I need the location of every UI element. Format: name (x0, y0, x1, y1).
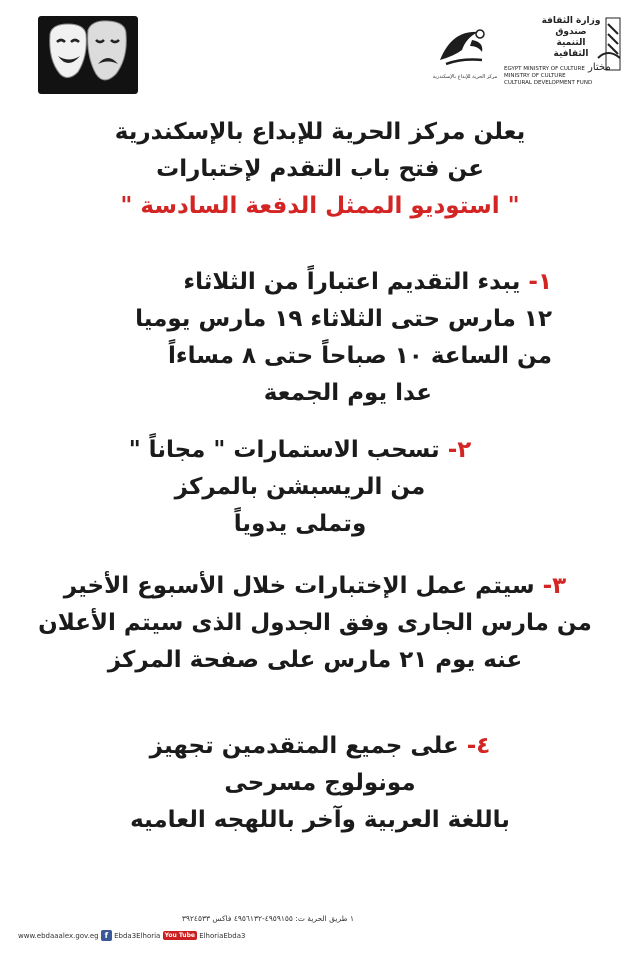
item-3-text-1: سيتم عمل الإختبارات خلال الأسبوع الأخير (63, 573, 535, 599)
youtube-icon: You Tube (164, 932, 195, 939)
item-1-line-4: عدا يوم الجمعة (263, 380, 432, 406)
facebook-link[interactable]: Ebda3Elhoria (114, 931, 161, 940)
ministry-emblem-icon (432, 20, 492, 76)
item-2-line-3: وتملى يدوياً (233, 511, 367, 537)
item-3-line-2: من مارس الجارى وفق الجدول الذى سيتم الأعلان (38, 610, 592, 636)
ministry-caption-ar: مركز الحرية للإبداع بالإسكندرية (432, 74, 498, 80)
item-3-line-3: عنه يوم ٢١ مارس على صفحة المركز (107, 647, 523, 673)
ministry-caption (430, 74, 500, 80)
intro-title-highlight: " استوديو الممثل الدفعة السادسة " (120, 193, 520, 219)
item-4-line-2: مونولوج مسرحى (224, 770, 416, 796)
announcement-intro (0, 114, 640, 225)
item-4-line-1 (40, 728, 600, 765)
fund-ministry-english: EGYPT MINISTRY OF CULTURE (504, 66, 585, 72)
item-1-line-3: من الساعة ١٠ صباحاً حتى ٨ مساءاً (168, 343, 552, 369)
announcement-item-2 (80, 432, 520, 543)
announcement-item-4 (40, 728, 600, 839)
announcement-item-3 (10, 568, 620, 679)
item-3-number: ٣- (542, 573, 567, 599)
item-1-number: ١- (528, 269, 552, 295)
item-4-line-3: باللغة العربية وآخر باللهجه العاميه (130, 807, 510, 833)
item-1-line-1 (32, 264, 552, 301)
item-4-text-1: على جميع المتقدمين تجهيز (149, 733, 459, 759)
theatre-masks-logo (38, 16, 138, 94)
item-2-line-2: من الريسبشن بالمركز (174, 474, 426, 500)
fund-name-en: CULTURAL DEVELOPMENT FUND (504, 80, 593, 86)
ministry-caption-english: MINISTRY OF CULTURE (504, 73, 566, 79)
item-2-number: ٢- (447, 437, 472, 463)
item-1-text-1: يبدء التقديم اعتباراً من الثلاثاء (183, 269, 521, 295)
item-2-line-1 (80, 432, 520, 469)
youtube-link[interactable]: ElhoriaEbda3 (199, 931, 246, 940)
fund-name-arabic: وزارة الثقافة صندوق التنمية الثقافية (541, 16, 601, 59)
footer-links (18, 930, 378, 944)
website-link[interactable]: www.ebdaaalex.gov.eg (18, 931, 99, 940)
item-3-line-1 (10, 568, 620, 605)
intro-line-2: عن فتح باب التقدم لإختبارات (156, 156, 484, 182)
footer-address: ١ طريق الحرية ت: ٤٩٥٩١٥٥-٤٩٥٦١٣٢ فاكس ٣٩٢٤٥٣٣ (181, 914, 354, 923)
announcement-item-1 (32, 264, 552, 412)
intro-line-1: يعلن مركز الحرية للإبداع بالإسكندرية (114, 119, 526, 145)
item-2-text-1: تسحب الاستمارات " مجاناً " (128, 437, 440, 463)
item-4-number: ٤- (466, 733, 491, 759)
facebook-icon: f (101, 930, 112, 941)
mokhtar-label: مختار (588, 62, 611, 73)
item-1-line-2: ١٢ مارس حتى الثلاثاء ١٩ مارس يوميا (135, 306, 552, 332)
